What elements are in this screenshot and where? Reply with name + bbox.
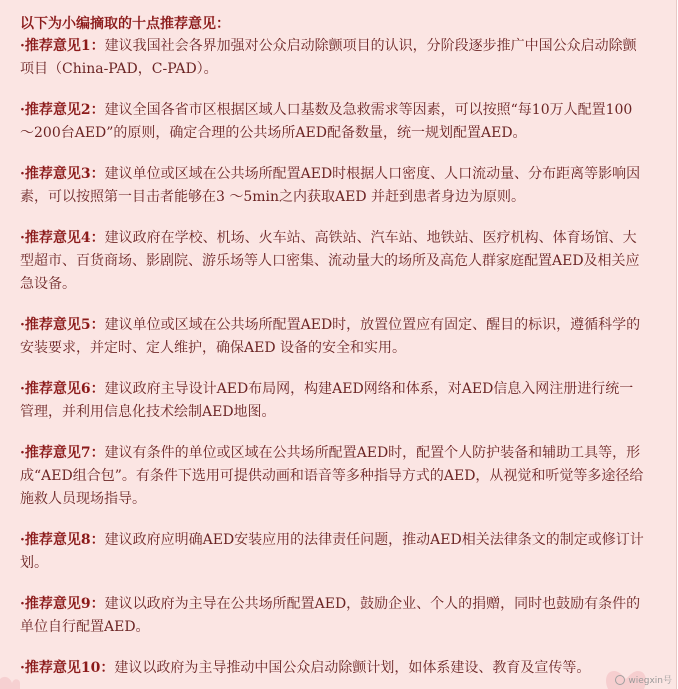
recommendation-text: 建议全国各省市区根据区域人口基数及急救需求等因素，可以按照“每10万人配置100～200台AED”的原则，确定合理的公共场所AED配备数量，统一规划配置AED。 (20, 102, 633, 141)
recommendation-text: 建议以政府为主导推动中国公众启动除颤计划，如体系建设、教育及宣传等。 (114, 660, 591, 676)
recommendation-label: 推荐意见9： (24, 596, 105, 612)
bullet-icon: · (20, 596, 25, 612)
watermark-text: wiegxin号 (628, 676, 672, 686)
recommendation-item (20, 99, 646, 145)
recommendation-label: 推荐意见2： (24, 102, 105, 118)
watermark (615, 673, 672, 686)
recommendation-label: 推荐意见10： (24, 660, 115, 676)
heart-decoration-icon (0, 675, 20, 689)
recommendation-item (20, 442, 646, 511)
recommendation-text: 建议我国社会各界加强对公众启动除颤项目的认识，分阶段逐步推广中国公众启动除颤项目（China-PAD，C-PAD）。 (20, 38, 637, 77)
recommendation-text: 建议单位或区域在公共场所配置AED时根据人口密度、人口流动量、分布距离等影响因素，可以按照第一目击者能够在3 ～5min之内获取AED 并赶到患者身边为原则。 (20, 166, 641, 205)
recommendation-item (20, 35, 646, 81)
bullet-icon: · (20, 102, 25, 118)
bullet-icon: · (20, 532, 25, 548)
recommendation-label: 推荐意见7： (24, 445, 105, 461)
section-heading: 以下为小编摘取的十点推荐意见： (20, 16, 230, 32)
bullet-icon: · (20, 230, 25, 246)
recommendation-label: 推荐意见1： (24, 38, 105, 54)
recommendation-text: 建议有条件的单位或区域在公共场所配置AED时，配置个人防护装备和辅助工具等，形成“AED组合包”。有条件下选用可提供动画和语音等多种指导方式的AED，从视觉和听觉等多途径给施救人员现场指导。 (20, 445, 644, 507)
recommendation-text: 建议政府主导设计AED布局网，构建AED网络和体系，对AED信息入网注册进行统一管理，并利用信息化技术绘制AED地图。 (20, 381, 634, 420)
recommendation-text: 建议单位或区域在公共场所配置AED时，放置位置应有固定、醒目的标识，遵循科学的安装要求，并定时、定人维护，确保AED 设备的安全和实用。 (20, 317, 641, 356)
recommendation-text: 建议以政府为主导在公共场所配置AED，鼓励企业、个人的捐赠，同时也鼓励有条件的单位自行配置AED。 (20, 596, 641, 635)
bullet-icon: · (20, 166, 25, 182)
recommendation-item (20, 378, 646, 424)
recommendation-label: 推荐意见8： (24, 532, 105, 548)
recommendation-list (20, 35, 646, 680)
recommendation-label: 推荐意见6： (24, 381, 105, 397)
recommendation-text: 建议政府应明确AED安装应用的法律责任问题，推动AED相关法律条文的制定或修订计划。 (20, 532, 644, 571)
recommendation-item (20, 163, 646, 209)
recommendation-text: 建议政府在学校、机场、火车站、高铁站、汽车站、地铁站、医疗机构、体育场馆、大型超市、百货商场、影剧院、游乐场等人口密集、流动量大的场所及高危人群家庭配置AED及相关应急设备。 (20, 230, 640, 292)
bullet-icon: · (20, 38, 25, 54)
recommendation-item (20, 593, 646, 639)
recommendation-item (20, 657, 646, 680)
recommendation-label: 推荐意见5： (24, 317, 105, 333)
bullet-icon: · (20, 381, 25, 397)
recommendation-label: 推荐意见3： (24, 166, 105, 182)
bullet-icon: · (20, 660, 25, 676)
recommendation-item (20, 529, 646, 575)
bullet-icon: · (20, 317, 25, 333)
recommendation-item (20, 227, 646, 296)
recommendation-item (20, 314, 646, 360)
wechat-logo-icon (615, 675, 625, 685)
recommendation-label: 推荐意见4： (24, 230, 105, 246)
bullet-icon: · (20, 445, 25, 461)
